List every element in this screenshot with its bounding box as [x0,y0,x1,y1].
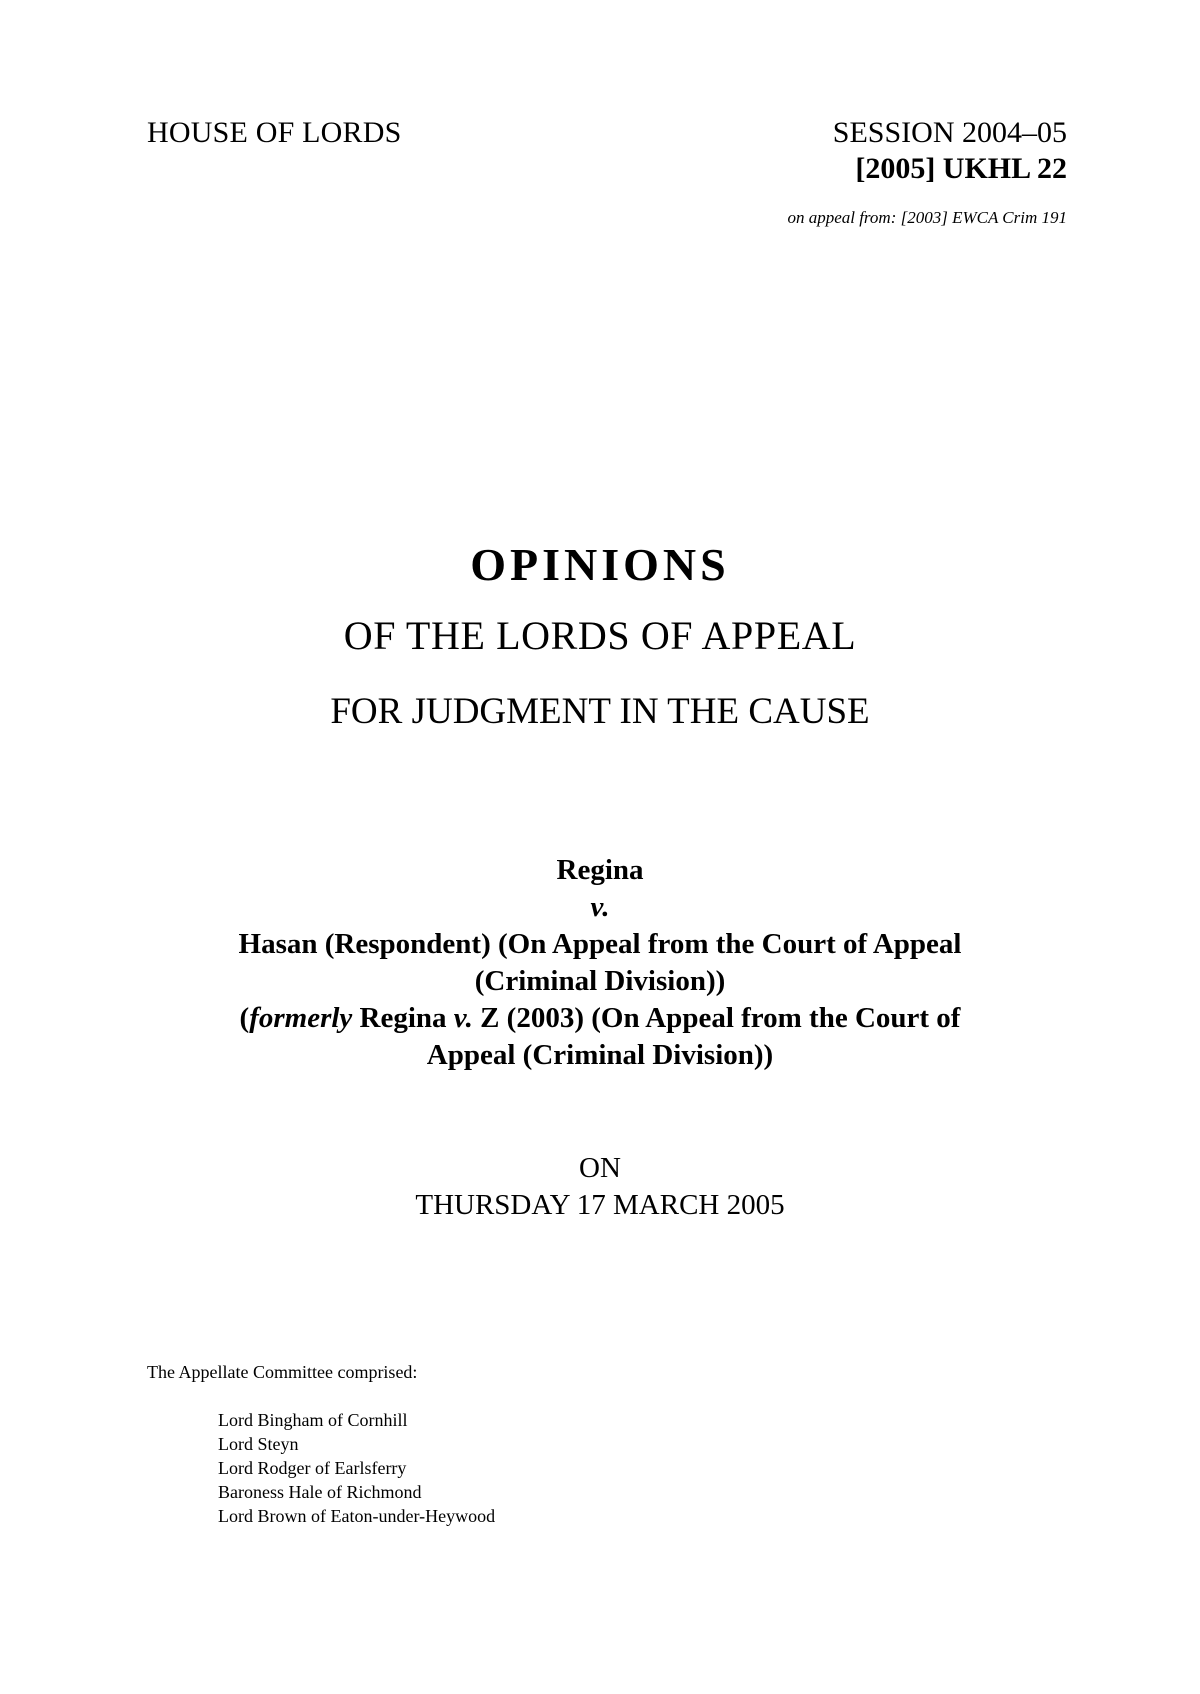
lords-of-appeal-subtitle: OF THE LORDS OF APPEAL [343,613,857,658]
versus-marker: v. [590,891,610,923]
committee-heading: The Appellate Committee comprised: [147,1362,418,1382]
committee-member: Lord Rodger of Earlsferry [218,1458,407,1478]
committee-member: Lord Bingham of Cornhill [218,1410,408,1430]
session-label: SESSION 2004–05 [832,116,1067,149]
respondent-line-1: Hasan (Respondent) (On Appeal from the Court of Appeal [238,928,962,960]
neutral-citation: [2005] UKHL 22 [855,152,1067,185]
committee-member: Lord Steyn [218,1434,299,1454]
formerly-word: formerly [249,1002,353,1034]
formerly-rest: Z (2003) (On Appeal from the Court of [472,1002,961,1034]
respondent-line-2: (Criminal Division)) [474,965,726,997]
appellant-name: Regina [556,854,644,886]
formerly-regina: Regina [352,1002,454,1034]
judgment-date-block [0,1150,1200,1224]
committee-member: Lord Brown of Eaton-under-Heywood [218,1506,496,1526]
committee-members-list [218,1408,495,1528]
house-of-lords-heading: HOUSE OF LORDS [147,116,402,149]
appeal-from-citation: on appeal from: [2003] EWCA Crim 191 [787,208,1067,227]
formerly-line-1 [150,1000,1050,1037]
case-parties [150,852,1050,1074]
formerly-line-2: Appeal (Criminal Division)) [426,1039,774,1071]
opinions-title: OPINIONS [470,539,730,590]
formerly-versus: v. [453,1002,473,1034]
judgment-date: THURSDAY 17 MARCH 2005 [415,1189,785,1221]
committee-member: Baroness Hale of Richmond [218,1482,422,1502]
judgment-cause-subtitle: FOR JUDGMENT IN THE CAUSE [330,691,870,732]
formerly-open-paren: ( [239,1002,250,1034]
on-label: ON [579,1152,621,1184]
